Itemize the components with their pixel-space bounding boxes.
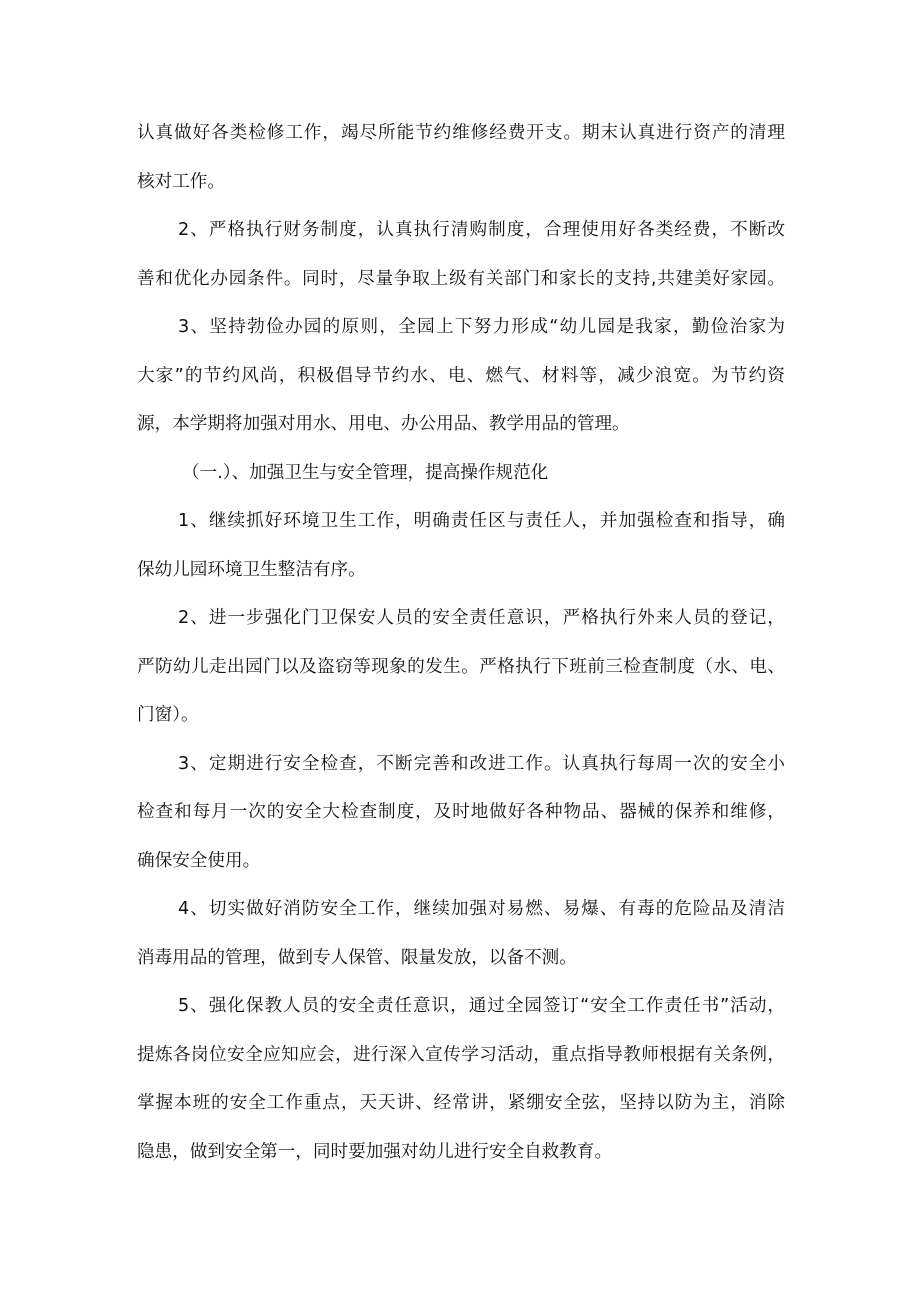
paragraph-line: 大家”的节约风尚，积极倡导节约水、电、燃气、材料等，减少浪宽。为节约资 [137,365,785,386]
paragraph-line: 2、严格执行财务制度，认真执行清购制度，合理使用好各类经费，不断改 [178,220,785,240]
paragraph-line: 确保安全使用。 [137,850,261,871]
paragraph-safety-inspection [137,740,785,886]
paragraph-finance-system [137,206,785,303]
paragraph-line: 3、坚持勃俭办园的原则，全园上下努力形成“幼儿园是我家，勤俭治家为 [178,317,785,337]
paragraph-line: 消毒用品的管理，做到专人保管、限量发放，以备不测。 [137,947,577,968]
section-heading-safety [137,449,785,498]
section-heading: （一.）、加强卫生与安全管理，提高操作规范化 [182,462,549,483]
document-page [137,109,785,1176]
paragraph-line: 提炼各岗位安全应知应会，进行深入宣传学习活动，重点指导教师根据有关条例， [137,1044,785,1065]
paragraph-line: 保幼儿园环境卫生整洁有序。 [137,559,366,580]
paragraph-line: 隐患，做到安全第一，同时要加强对幼儿进行安全自救教育。 [137,1141,613,1162]
paragraph-line: 掌握本班的安全工作重点，天天讲、经常讲，紧绷安全弦，坚持以防为主，消除 [137,1093,785,1113]
paragraph-line: 3、定期进行安全检查，不断完善和改进工作。认真执行每周一次的安全小 [178,753,785,774]
paragraph-line: 4、切实做好消防安全工作，继续加强对易燃、易爆、有毒的危险品及清洁 [178,899,785,919]
paragraph-thrift [137,303,785,449]
paragraph-line: 5、强化保教人员的安全责任意识，通过全园签订“安全工作责任书”活动， [178,996,785,1016]
paragraph-line: 善和优化办园条件。同时，尽量争取上级有关部门和家长的支持,共建美好家园。 [137,268,785,289]
paragraph-hygiene [137,497,785,594]
paragraph-line: 1、继续抓好环境卫生工作，明确责任区与责任人，并加强检查和指导，确 [178,511,785,531]
paragraph-line: 严防幼儿走出园门以及盗窃等现象的发生。严格执行下班前三检查制度（水、电、 [137,656,785,677]
paragraph-gate-security [137,594,785,740]
paragraph-line: 源，本学期将加强对用水、用电、办公用品、教学用品的管理。 [137,414,630,434]
paragraph-line: 认真做好各类检修工作，竭尽所能节约维修经费开支。期末认真进行资产的清理 [137,123,785,143]
paragraph-safety-awareness [137,982,785,1176]
paragraph-line: 核对工作。 [137,171,225,192]
paragraph-line: 门窗）。 [137,705,199,725]
paragraph-line: 检查和每月一次的安全大检查制度，及时地做好各种物品、器械的保养和维修， [137,802,785,822]
paragraph-line: 2、进一步强化门卫保安人员的安全责任意识，严格执行外来人员的登记， [178,608,785,628]
paragraph-fire-safety [137,885,785,982]
paragraph-maintenance [137,109,785,206]
